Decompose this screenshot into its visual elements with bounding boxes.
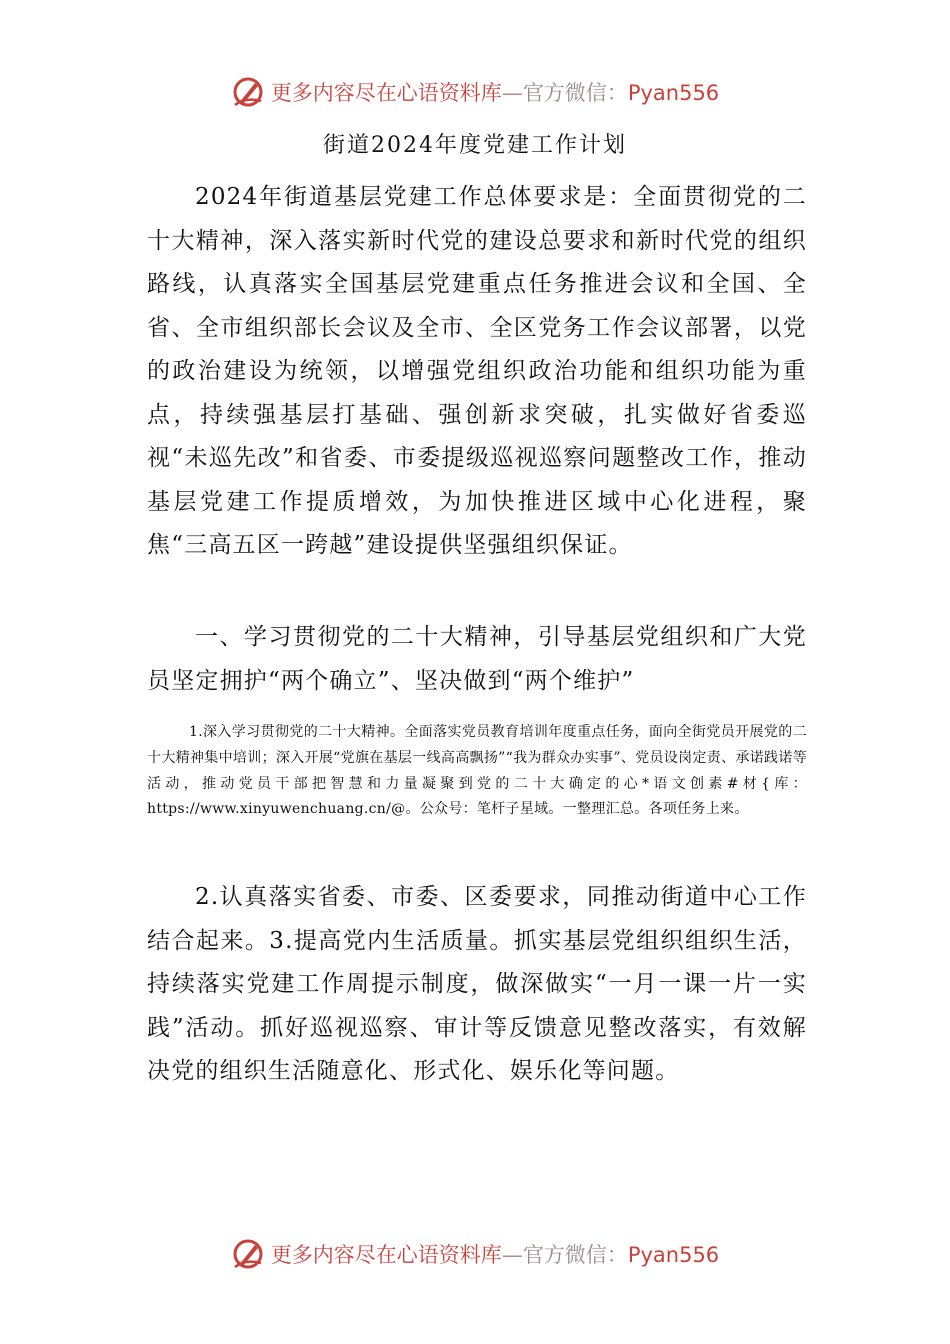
quill-logo-icon bbox=[231, 1237, 265, 1271]
banner-account: Pyan556 bbox=[627, 81, 720, 105]
item-2-3-paragraph: 2.认真落实省委、市委、区委要求，同推动街道中心工作结合起来。3.提高党内生活质量。抓实基层党组织组织生活，持续落实党建工作周提示制度，做深做实“一月一课一片一实践”活动。抓好巡视巡察、审计等反馈意见整改落实，有效解决党的组织生活随意化、形式化、娱乐化等问题。 bbox=[147, 884, 807, 1084]
banner-wechat-label: 官方微信： bbox=[522, 1243, 628, 1267]
footer-watermark-banner bbox=[0, 1234, 950, 1274]
intro-paragraph: 2024年街道基层党建工作总体要求是：全面贯彻党的二十大精神，深入落实新时代党的建设总要求和新时代党的组织路线，认真落实全国基层党建重点任务推进会议和全国、全省、全市组织部长会议及全市、全区党务工作会议部署，以党的政治建设为统领，以增强党组织政治功能和组织功能为重点，持续强基层打基础、强创新求突破，扎实做好省委巡视“未巡先改”和省委、市委提级巡视巡察问题整改工作，推动基层党建工作提质增效，为加快推进区域中心化进程，聚焦“三高五区一跨越”建设提供坚强组织保证。 bbox=[147, 184, 807, 558]
banner-wechat-label: 官方微信： bbox=[522, 81, 628, 105]
banner-text bbox=[271, 77, 719, 107]
banner-dash: — bbox=[501, 1243, 523, 1267]
banner-main-text: 更多内容尽在心语资料库 bbox=[270, 81, 502, 105]
header-watermark-banner bbox=[0, 72, 950, 112]
quill-logo-icon bbox=[231, 75, 265, 109]
section-1-heading: 一、学习贯彻党的二十大精神，引导基层党组织和广大党员坚定拥护“两个确立”、坚决做到“两个维护” bbox=[147, 624, 807, 694]
banner-main-text: 更多内容尽在心语资料库 bbox=[270, 1243, 502, 1267]
banner-dash: — bbox=[501, 81, 523, 105]
banner-account: Pyan556 bbox=[627, 1243, 720, 1267]
document-title: 街道2024年度党建工作计划 bbox=[323, 133, 627, 158]
banner-text bbox=[271, 1239, 719, 1269]
item-1-paragraph: 1.深入学习贯彻党的二十大精神。全面落实党员教育培训年度重点任务，面向全街党员开展党的二十大精神集中培训；深入开展“党旗在基层一线高高飘扬”“我为群众办实事”、党员设岗定责、承诺践诺等活动，推动党员干部把智慧和力量凝聚到党的二十大确定的心*语文创素#材{库：https://www.xinyuwenchuang.cn/@。公众号：笔杆子星域。一整理汇总。各项任务上来。 bbox=[147, 724, 807, 818]
